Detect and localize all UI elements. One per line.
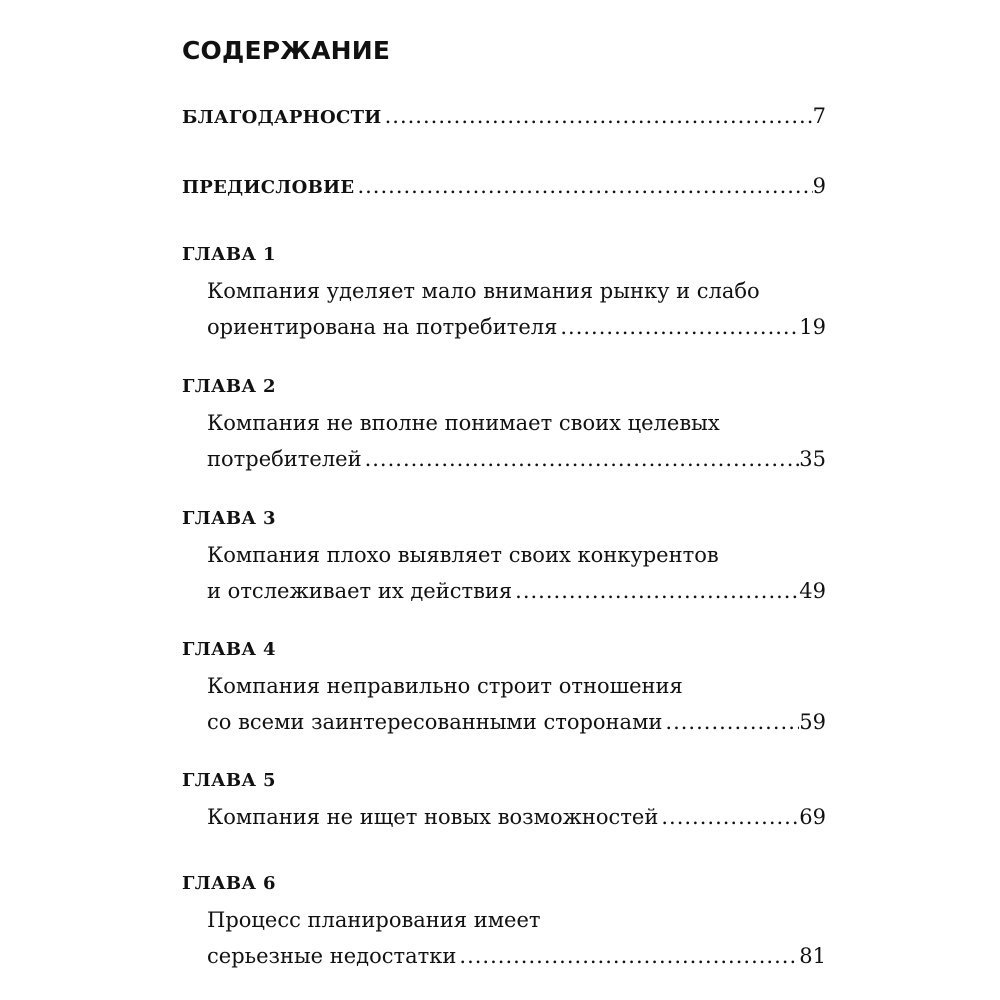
chapter-title	[207, 405, 826, 477]
chapter-title-line: Процесс планирования имеет	[207, 908, 541, 932]
page-number: 9	[812, 174, 826, 198]
chapter-title	[207, 799, 826, 835]
toc-entry-chapter-1[interactable]	[182, 237, 826, 345]
toc-line	[207, 441, 826, 477]
toc-entry-chapter-2[interactable]	[182, 369, 826, 477]
chapter-title-line: и отслеживает их действия	[207, 579, 513, 603]
toc-line	[207, 573, 826, 609]
toc-page	[182, 0, 826, 1000]
dot-leader	[382, 98, 813, 134]
chapter-title-line: ориентирована на потребителя	[207, 315, 558, 339]
chapter-title-line: Компания неправильно строит отношения	[207, 674, 683, 698]
chapter-label: ГЛАВА 3	[182, 508, 276, 529]
toc-entry-chapter-3[interactable]	[182, 501, 826, 609]
chapter-title-line: Компания не ищет новых возможностей	[207, 805, 659, 829]
page-number: 69	[799, 805, 826, 829]
dot-leader	[658, 799, 799, 835]
toc-line	[182, 168, 826, 206]
chapter-label: ГЛАВА 5	[182, 770, 276, 791]
page-number: 81	[799, 944, 826, 968]
toc-line	[207, 938, 826, 974]
toc-line	[207, 799, 826, 835]
dot-leader	[456, 938, 799, 974]
chapter-title	[207, 902, 826, 974]
chapter-label: ГЛАВА 4	[182, 639, 276, 660]
chapter-label: ГЛАВА 6	[182, 873, 276, 894]
chapter-title-line: Компания не вполне понимает своих целевых	[207, 411, 720, 435]
chapter-title-line: серьезные недостатки	[207, 944, 457, 968]
dot-leader	[557, 309, 799, 345]
toc-entry-preface[interactable]	[182, 168, 826, 206]
page-number: 59	[799, 710, 826, 734]
dot-leader	[512, 573, 799, 609]
toc-entry-label: БЛАГОДАРНОСТИ	[182, 107, 382, 128]
chapter-title-line: потребителей	[207, 447, 362, 471]
chapter-label: ГЛАВА 2	[182, 376, 276, 397]
toc-line	[182, 98, 826, 136]
toc-entry-chapter-6[interactable]	[182, 866, 826, 974]
toc-title: СОДЕРЖАНИЕ	[182, 36, 391, 65]
chapter-title	[207, 273, 826, 345]
page-number: 7	[812, 104, 826, 128]
page-number: 49	[799, 579, 826, 603]
toc-entry-acknowledgements[interactable]	[182, 98, 826, 136]
chapter-title-line: Компания уделяет мало внимания рынку и слабо	[207, 279, 760, 303]
page-number: 35	[799, 447, 826, 471]
chapter-title	[207, 668, 826, 740]
toc-entry-label: ПРЕДИСЛОВИЕ	[182, 177, 355, 198]
toc-line	[207, 309, 826, 345]
dot-leader	[662, 704, 799, 740]
chapter-title-line: со всеми заинтересованными сторонами	[207, 710, 663, 734]
dot-leader	[362, 441, 800, 477]
dot-leader	[354, 168, 812, 204]
chapter-title-line: Компания плохо выявляет своих конкурентов	[207, 543, 719, 567]
toc-line	[207, 704, 826, 740]
page-number: 19	[799, 315, 826, 339]
toc-entry-chapter-5[interactable]	[182, 763, 826, 835]
chapter-label: ГЛАВА 1	[182, 244, 276, 265]
toc-entry-chapter-4[interactable]	[182, 632, 826, 740]
chapter-title	[207, 537, 826, 609]
